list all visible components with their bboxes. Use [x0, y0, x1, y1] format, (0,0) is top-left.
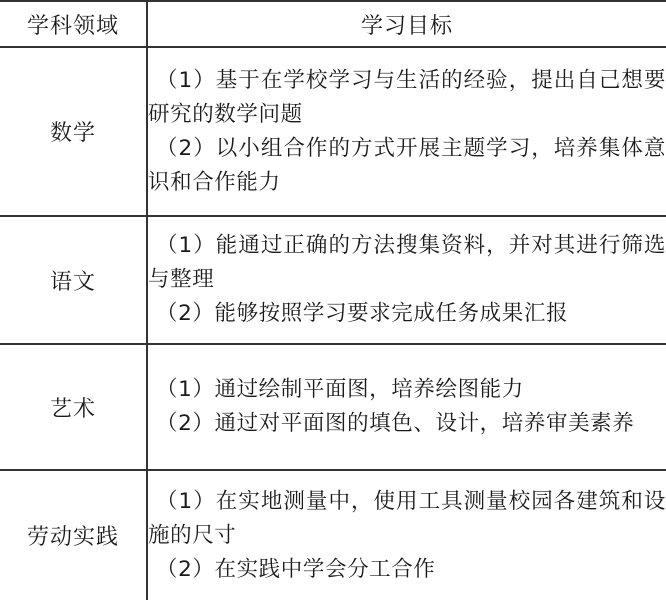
goal-item: （1）能通过正确的方法搜集资料，并对其进行筛选与整理 [148, 233, 666, 292]
goal-item: （1）通过绘制平面图，培养绘图能力 [156, 377, 524, 402]
table-header-row [0, 1, 666, 47]
table-row [0, 470, 666, 600]
goal-item: （2）能够按照学习要求完成任务成果汇报 [156, 301, 569, 326]
header-subject: 学科领域 [0, 1, 147, 47]
goal-item: （2）在实践中学会分工合作 [156, 556, 436, 582]
goal-cell-art [147, 344, 666, 470]
subject-art: 艺术 [0, 344, 147, 470]
goal-cell-chinese [147, 216, 666, 344]
goal-item: （2）以小组合作的方式开展主题学习，培养集体意识和合作能力 [148, 135, 666, 195]
goal-cell-math [147, 47, 666, 216]
goal-item: （1）在实地测量中，使用工具测量校园各建筑和设施的尺寸 [148, 488, 666, 548]
goal-item: （1）基于在学校学习与生活的经验，提出自己想要研究的数学问题 [148, 67, 666, 127]
table-row [0, 216, 666, 344]
table-row [0, 344, 666, 470]
table-row [0, 47, 666, 216]
goal-cell-labor-practice [147, 470, 666, 600]
goal-item: （2）通过对平面图的填色、设计，培养审美素养 [156, 411, 635, 436]
subject-math: 数学 [0, 47, 147, 216]
header-goal: 学习目标 [147, 1, 666, 47]
subject-labor-practice: 劳动实践 [0, 470, 147, 600]
subject-chinese: 语文 [0, 216, 147, 344]
